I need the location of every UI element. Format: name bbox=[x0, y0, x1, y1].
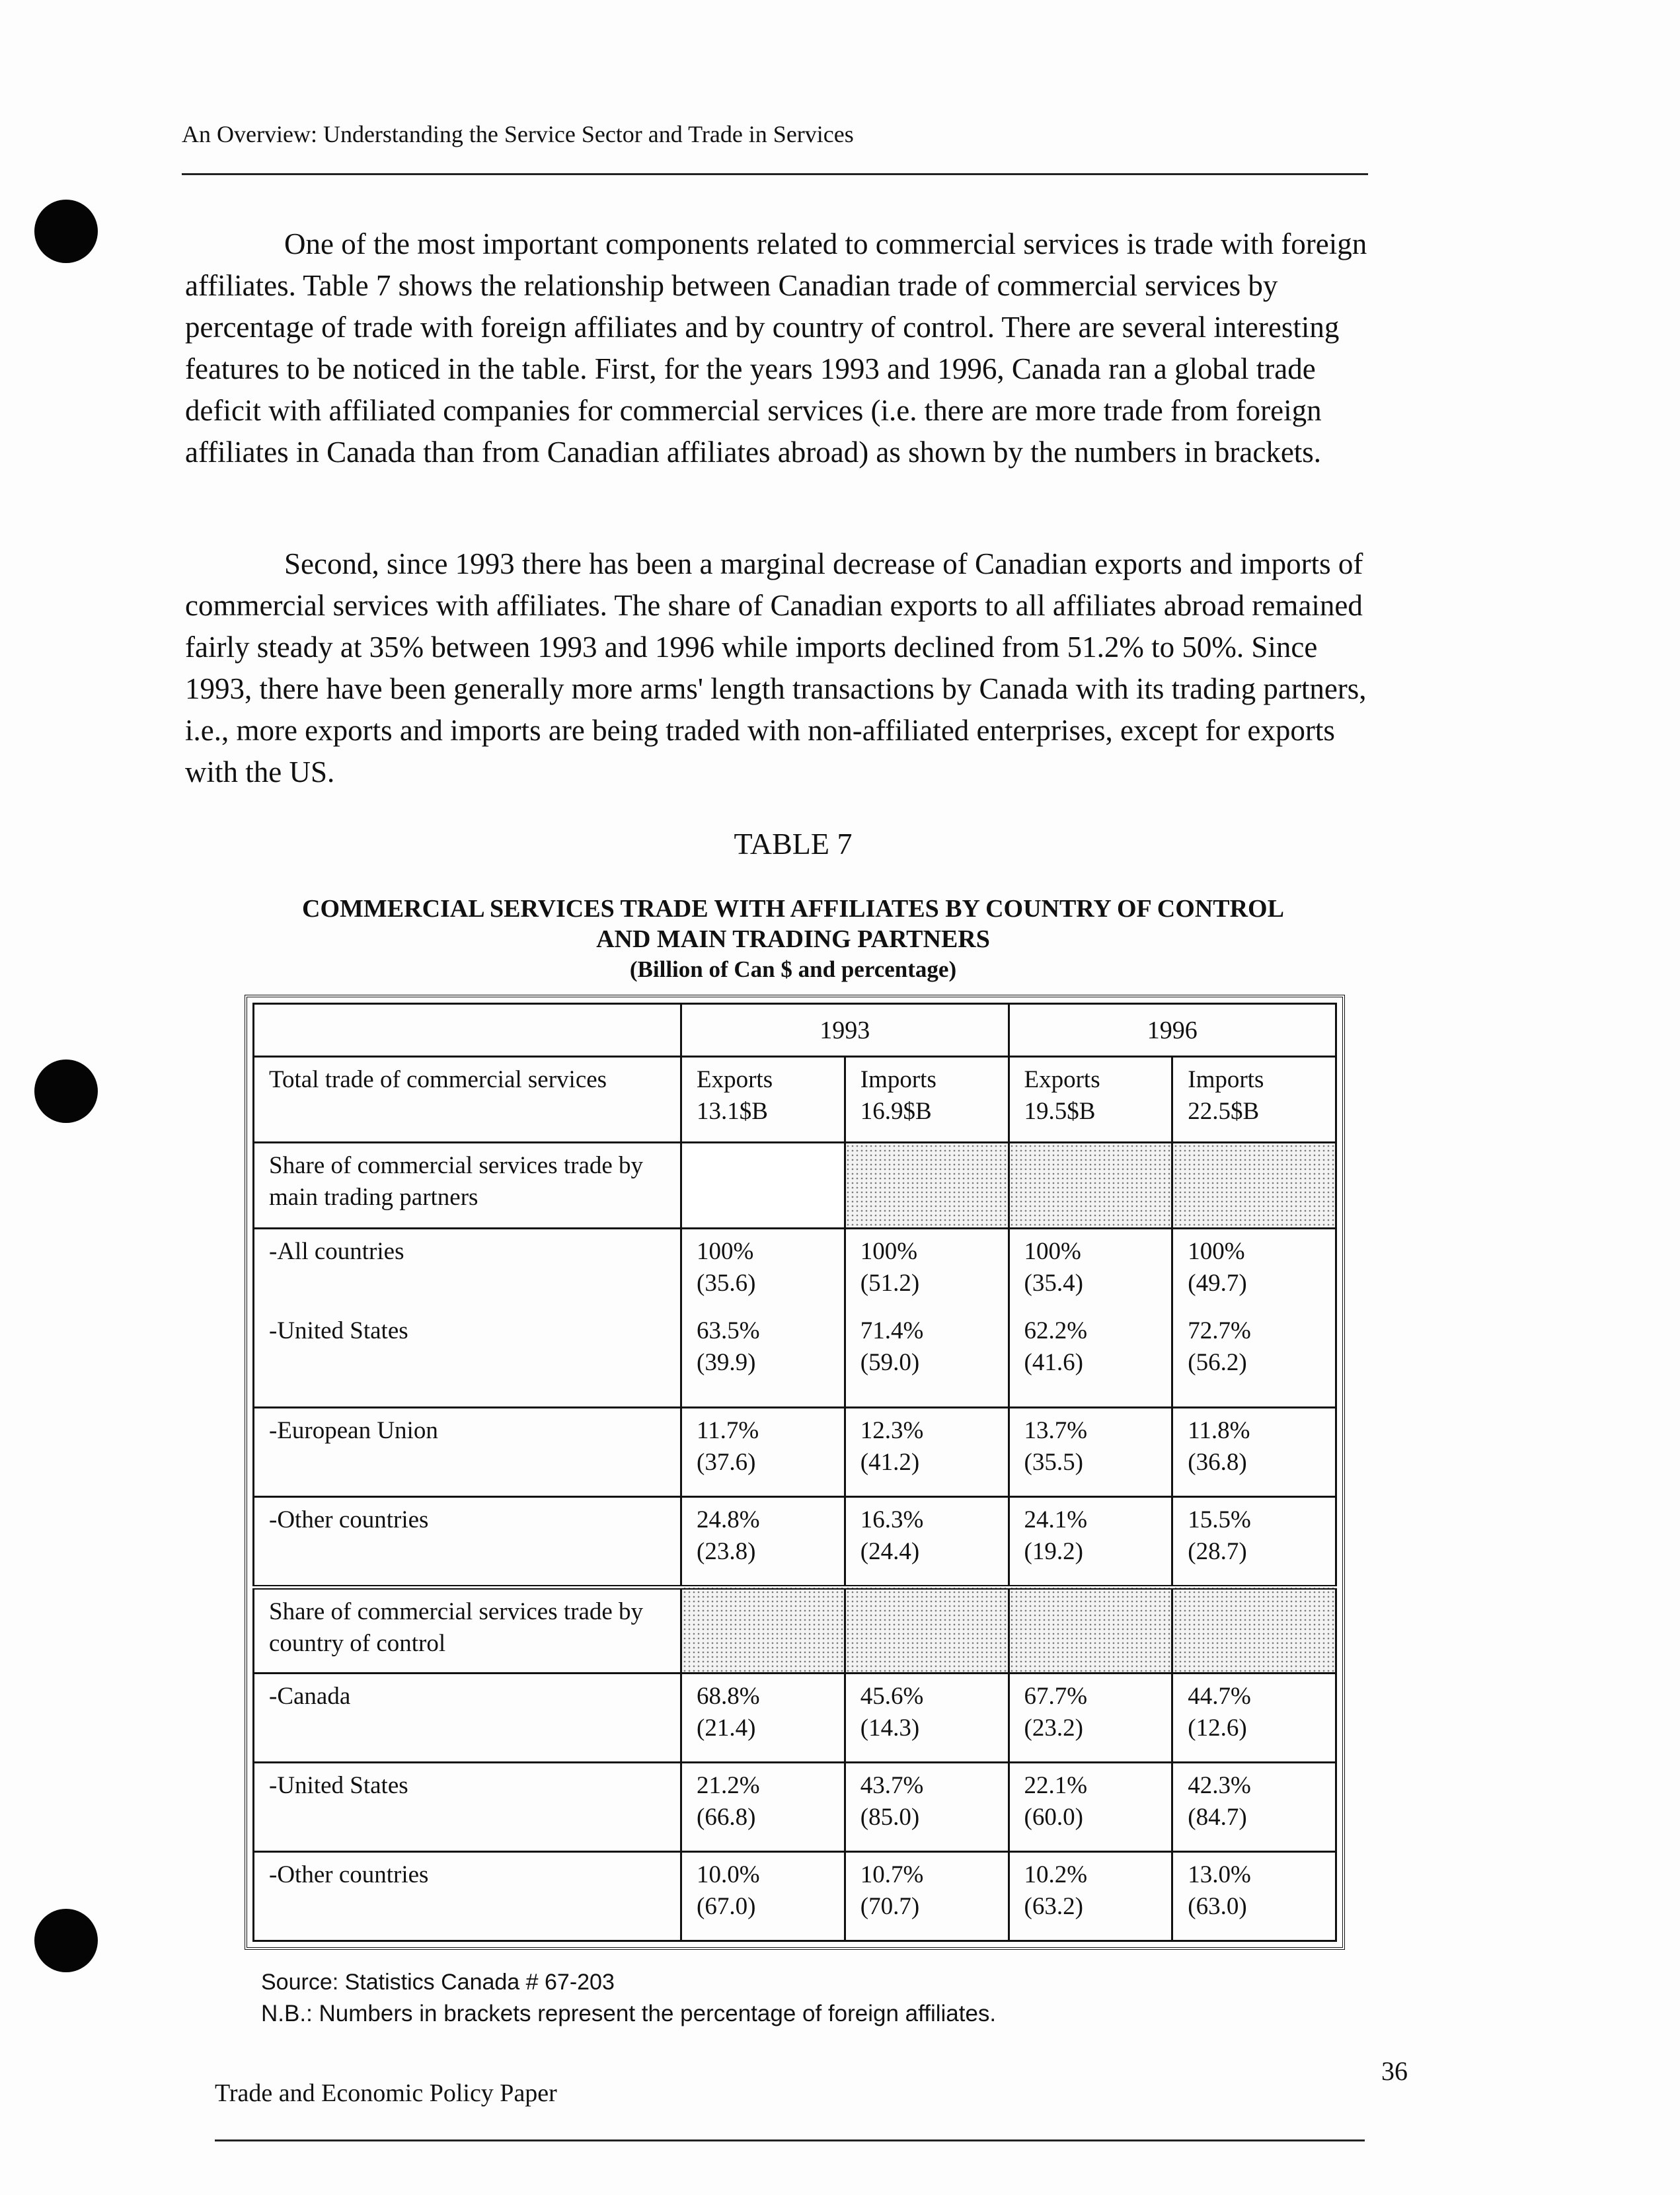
affiliate-value: (56.2) bbox=[1188, 1349, 1247, 1376]
paragraph-2-text: Second, since 1993 there has been a marginal decrease of Canadian exports and imports of commercial services with affiliates. The share of Canadian exports to all affiliates abroad remained fairly steady at 35% between 1993 and 1996 while imports declined from 51.2% to 50%. Since 1993, there have been generally more arms' length transactions by Canada with its trading partners, i.e., more exports and imports are being traded with non-affiliated enterprises, except for exports with the US. bbox=[185, 547, 1367, 789]
affiliate-value: (28.7) bbox=[1188, 1537, 1247, 1565]
row-label: -Other countries bbox=[254, 1852, 681, 1941]
section-header-row bbox=[254, 1588, 1336, 1674]
affiliate-value: (85.0) bbox=[860, 1804, 920, 1831]
data-cell bbox=[1009, 1763, 1172, 1852]
affiliate-value: (24.4) bbox=[860, 1537, 920, 1565]
total-kind: Exports bbox=[1024, 1066, 1100, 1093]
data-cell bbox=[845, 1674, 1009, 1763]
affiliate-value: (63.0) bbox=[1188, 1893, 1247, 1921]
share-value: 100% bbox=[1188, 1238, 1245, 1265]
data-cell bbox=[681, 1496, 845, 1587]
section-1-label: Share of commercial services trade by main trading partners bbox=[254, 1143, 681, 1229]
year-1993-header: 1993 bbox=[681, 1004, 1009, 1057]
row-label: -Canada bbox=[254, 1674, 681, 1763]
row-label: -United States bbox=[254, 1763, 681, 1852]
shaded-cell bbox=[1009, 1588, 1172, 1674]
affiliate-value: (14.3) bbox=[860, 1714, 920, 1742]
table-frame bbox=[245, 995, 1345, 1950]
punch-hole-middle bbox=[34, 1059, 98, 1123]
affiliate-value: (63.2) bbox=[1024, 1893, 1083, 1921]
data-table bbox=[252, 1003, 1337, 1942]
running-footer: Trade and Economic Policy Paper bbox=[215, 2079, 557, 2107]
share-value: 10.2% bbox=[1024, 1861, 1088, 1889]
shaded-cell bbox=[681, 1588, 845, 1674]
total-cell bbox=[1172, 1057, 1336, 1143]
affiliate-value: (41.2) bbox=[860, 1449, 920, 1477]
running-header: An Overview: Understanding the Service Sector and Trade in Services bbox=[182, 121, 854, 147]
row-label-text: -All countries bbox=[269, 1238, 404, 1265]
total-value: 22.5$B bbox=[1188, 1098, 1260, 1125]
affiliate-value: (36.8) bbox=[1188, 1449, 1247, 1477]
affiliate-value: (59.0) bbox=[860, 1349, 920, 1376]
share-value: 43.7% bbox=[860, 1772, 924, 1800]
share-value: 12.3% bbox=[860, 1417, 924, 1445]
affiliate-value: (35.5) bbox=[1024, 1449, 1083, 1477]
data-cell bbox=[1009, 1229, 1172, 1408]
data-cell bbox=[1172, 1496, 1336, 1587]
shaded-cell bbox=[1009, 1143, 1172, 1229]
section-header-row bbox=[254, 1143, 1336, 1229]
share-value: 22.1% bbox=[1024, 1772, 1088, 1800]
share-value: 45.6% bbox=[860, 1683, 924, 1711]
table-row bbox=[254, 1229, 1336, 1408]
data-cell bbox=[1172, 1674, 1336, 1763]
affiliate-value: (70.7) bbox=[860, 1893, 920, 1921]
share-value: 21.2% bbox=[697, 1772, 760, 1800]
share-value: 67.7% bbox=[1024, 1683, 1088, 1711]
affiliate-value: (12.6) bbox=[1188, 1714, 1247, 1742]
share-value: 62.2% bbox=[1024, 1317, 1088, 1344]
year-1996-header: 1996 bbox=[1009, 1004, 1336, 1057]
share-value: 11.7% bbox=[697, 1417, 759, 1445]
table-row bbox=[254, 1496, 1336, 1587]
affiliate-value: (35.6) bbox=[697, 1270, 756, 1297]
affiliate-value: (60.0) bbox=[1024, 1804, 1083, 1831]
share-value: 100% bbox=[1024, 1238, 1081, 1265]
row-label bbox=[254, 1229, 681, 1408]
total-value: 19.5$B bbox=[1024, 1098, 1096, 1125]
data-cell bbox=[681, 1229, 845, 1408]
share-value: 44.7% bbox=[1188, 1683, 1251, 1711]
table-source: Source: Statistics Canada # 67-203 bbox=[261, 1970, 615, 1995]
affiliate-value: (23.8) bbox=[697, 1537, 756, 1565]
row-label: -European Union bbox=[254, 1408, 681, 1497]
shaded-cell bbox=[845, 1588, 1009, 1674]
data-cell bbox=[845, 1496, 1009, 1587]
caption-line-2: AND MAIN TRADING PARTNERS bbox=[596, 925, 990, 953]
data-cell bbox=[681, 1674, 845, 1763]
caption-subtitle: (Billion of Can $ and percentage) bbox=[629, 956, 957, 982]
data-cell bbox=[845, 1852, 1009, 1941]
share-value: 71.4% bbox=[860, 1317, 924, 1344]
data-cell bbox=[681, 1408, 845, 1497]
data-cell bbox=[845, 1229, 1009, 1408]
page-number: 36 bbox=[1381, 2056, 1408, 2086]
data-cell bbox=[1172, 1408, 1336, 1497]
affiliate-value: (23.2) bbox=[1024, 1714, 1083, 1742]
affiliate-value: (39.9) bbox=[697, 1349, 756, 1376]
shaded-cell bbox=[1172, 1143, 1336, 1229]
total-cell bbox=[1009, 1057, 1172, 1143]
data-cell bbox=[681, 1763, 845, 1852]
row-label-text: -United States bbox=[269, 1317, 408, 1344]
table-row bbox=[254, 1763, 1336, 1852]
table-row bbox=[254, 1674, 1336, 1763]
totals-row bbox=[254, 1057, 1336, 1143]
year-header-row bbox=[254, 1004, 1336, 1057]
share-value: 100% bbox=[697, 1238, 754, 1265]
total-value: 13.1$B bbox=[697, 1098, 768, 1125]
table-caption bbox=[198, 894, 1388, 985]
total-cell bbox=[681, 1057, 845, 1143]
affiliate-value: (51.2) bbox=[860, 1270, 920, 1297]
header-rule bbox=[182, 173, 1368, 175]
share-value: 13.7% bbox=[1024, 1417, 1088, 1445]
table-note: N.B.: Numbers in brackets represent the percentage of foreign affiliates. bbox=[261, 2001, 997, 2026]
punch-hole-bottom bbox=[34, 1909, 98, 1972]
shaded-cell bbox=[845, 1143, 1009, 1229]
total-kind: Imports bbox=[1188, 1066, 1264, 1093]
share-value: 15.5% bbox=[1188, 1506, 1251, 1533]
paragraph-1 bbox=[185, 223, 1375, 473]
share-value: 11.8% bbox=[1188, 1417, 1250, 1445]
share-value: 24.1% bbox=[1024, 1506, 1088, 1533]
caption-line-1: COMMERCIAL SERVICES TRADE WITH AFFILIATES BY COUNTRY OF CONTROL bbox=[302, 895, 1284, 923]
data-cell bbox=[1172, 1229, 1336, 1408]
data-cell bbox=[1009, 1852, 1172, 1941]
affiliate-value: (49.7) bbox=[1188, 1270, 1247, 1297]
row-label: -Other countries bbox=[254, 1496, 681, 1587]
corner-cell bbox=[254, 1004, 681, 1057]
total-cell bbox=[845, 1057, 1009, 1143]
affiliate-value: (37.6) bbox=[697, 1449, 756, 1477]
table-title: TABLE 7 bbox=[734, 827, 853, 861]
data-cell bbox=[1172, 1852, 1336, 1941]
data-cell bbox=[1009, 1408, 1172, 1497]
paragraph-2 bbox=[185, 543, 1375, 793]
share-value: 24.8% bbox=[697, 1506, 760, 1533]
affiliate-value: (41.6) bbox=[1024, 1349, 1083, 1376]
affiliate-value: (84.7) bbox=[1188, 1804, 1247, 1831]
affiliate-value: (66.8) bbox=[697, 1804, 756, 1831]
affiliate-value: (21.4) bbox=[697, 1714, 756, 1742]
total-kind: Exports bbox=[697, 1066, 773, 1093]
data-cell bbox=[681, 1852, 845, 1941]
share-value: 10.7% bbox=[860, 1861, 924, 1889]
share-value: 63.5% bbox=[697, 1317, 760, 1344]
share-value: 42.3% bbox=[1188, 1772, 1251, 1800]
shaded-cell bbox=[1172, 1588, 1336, 1674]
punch-hole-top bbox=[34, 200, 98, 263]
data-cell bbox=[845, 1763, 1009, 1852]
affiliate-value: (19.2) bbox=[1024, 1537, 1083, 1565]
paragraph-1-text: One of the most important components related to commercial services is trade with foreign affiliates. Table 7 shows the relationship between Canadian trade of commercial services by percentage of trade with foreign affiliates and by country of control. There are several interesting features to be noticed in the table. First, for the years 1993 and 1996, Canada ran a global trade deficit with affiliated companies for commercial services (i.e. there are more trade from foreign affiliates in Canada than from Canadian affiliates abroad) as shown by the numbers in brackets. bbox=[185, 227, 1367, 469]
data-cell bbox=[1009, 1674, 1172, 1763]
total-label: Total trade of commercial services bbox=[254, 1057, 681, 1143]
total-kind: Imports bbox=[860, 1066, 936, 1093]
affiliate-value: (67.0) bbox=[697, 1893, 756, 1921]
shaded-cell bbox=[681, 1143, 845, 1229]
share-value: 10.0% bbox=[697, 1861, 760, 1889]
table-row bbox=[254, 1408, 1336, 1497]
table-row bbox=[254, 1852, 1336, 1941]
section-2-label: Share of commercial services trade by country of control bbox=[254, 1588, 681, 1674]
total-value: 16.9$B bbox=[860, 1098, 932, 1125]
affiliate-value: (35.4) bbox=[1024, 1270, 1083, 1297]
share-value: 68.8% bbox=[697, 1683, 760, 1711]
data-cell bbox=[1172, 1763, 1336, 1852]
data-cell bbox=[1009, 1496, 1172, 1587]
share-value: 13.0% bbox=[1188, 1861, 1251, 1889]
share-value: 16.3% bbox=[860, 1506, 924, 1533]
footer-rule bbox=[215, 2139, 1365, 2141]
share-value: 72.7% bbox=[1188, 1317, 1251, 1344]
data-cell bbox=[845, 1408, 1009, 1497]
share-value: 100% bbox=[860, 1238, 918, 1265]
